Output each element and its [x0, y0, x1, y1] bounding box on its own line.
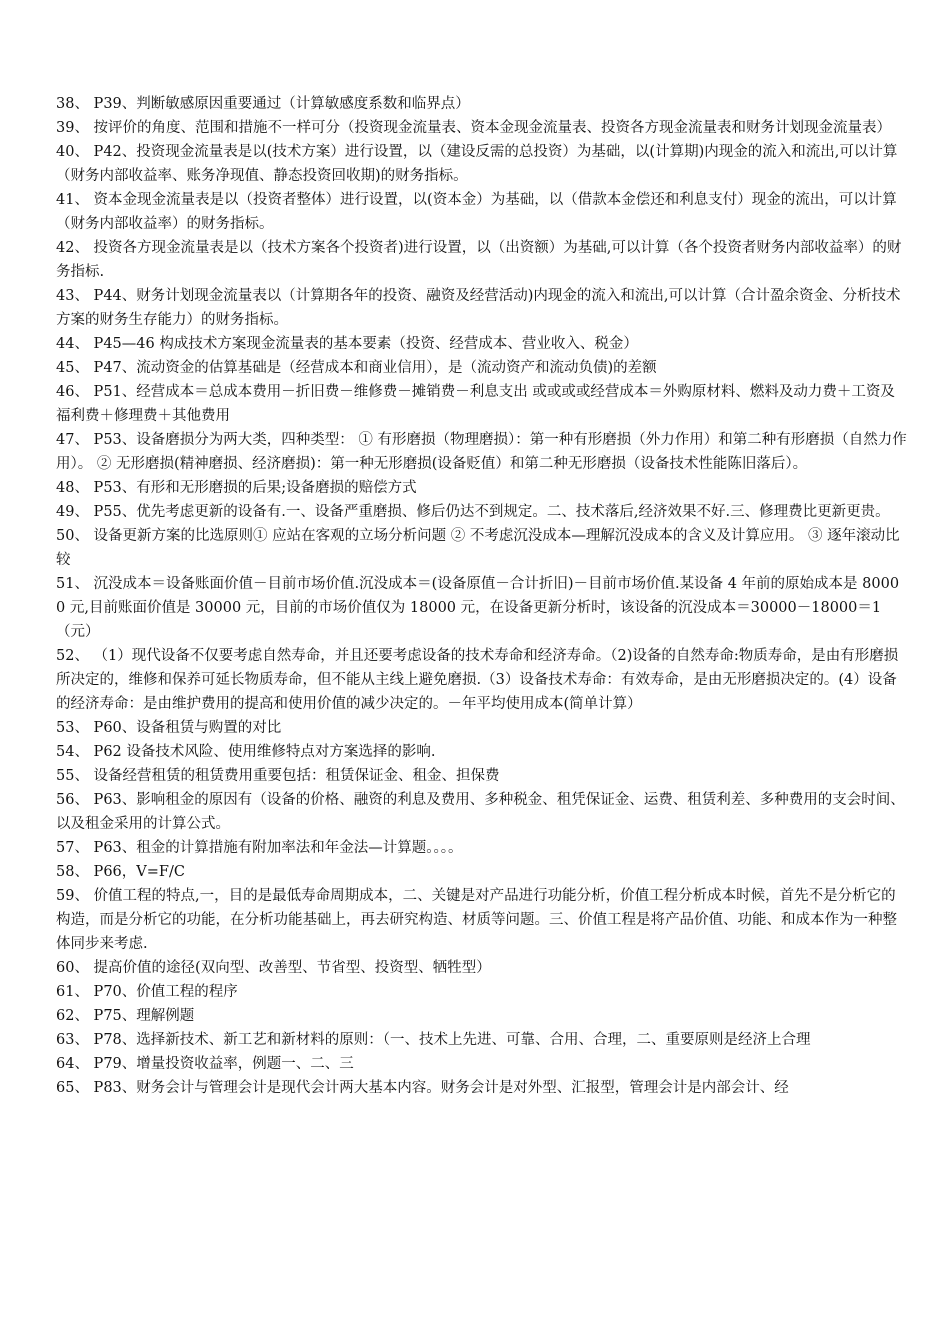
- list-item-40: 40、 P42、投资现金流量表是以(技术方案）进行设置，以（建设反需的总投资）为基础，以(计算期)内现金的流入和流出,可以计算（财务内部收益率、账务净现值、静态投资回收期)的财务指标。: [56, 144, 898, 184]
- list-item-62: 62、 P75、理解例题: [56, 1008, 195, 1024]
- list-item-61: 61、 P70、价值工程的程序: [56, 984, 238, 1000]
- list-item-51: 51、 沉没成本＝设备账面价值－目前市场价值.沉没成本＝(设备原值－合计折旧)－目前市场价值.某设备 4 年前的原始成本是 80000 元,目前账面价值是 30000 元，目前的市场价值仅为 18000 元，在设备更新分析时，该设备的沉没成本＝30000－18000＝1（元）: [56, 576, 900, 640]
- list-item-52: 52、 （1）现代设备不仅要考虑自然寿命，并且还要考虑设备的技术寿命和经济寿命。（2)设备的自然寿命:物质寿命，是由有形磨损所决定的，维修和保养可延长物质寿命，但不能从主线上避免磨损.（3）设备技术寿命：有效寿命，是由无形磨损决定的。(4）设备的经济寿命：是由维护费用的提高和使用价值的减少决定的。－年平均使用成本(简单计算）: [56, 648, 899, 712]
- list-item-47: 47、 P53、设备磨损分为两大类，四种类型： ① 有形磨损（物理磨损）：第一种有形磨损（外力作用）和第二种有形磨损（自然力作用）。 ② 无形磨损(精神磨损、经济磨损)：第一种无形磨损(设备贬值）和第二种无形磨损（设备技术性能陈旧落后）。: [56, 432, 907, 472]
- list-item-55: 55、 设备经营租赁的租赁费用重要包括：租赁保证金、租金、担保费: [56, 768, 500, 784]
- list-item-60: 60、 提高价值的途径(双向型、改善型、节省型、投资型、牺牲型）: [56, 960, 491, 976]
- list-item-50: 50、 设备更新方案的比选原则① 应站在客观的立场分析问题 ② 不考虑沉没成本—理解沉没成本的含义及计算应用。 ③ 逐年滚动比较: [56, 528, 900, 568]
- list-item-64: 64、 P79、增量投资收益率，例题一、二、三: [56, 1056, 354, 1072]
- list-item-41: 41、 资本金现金流量表是以（投资者整体）进行设置，以(资本金）为基础，以（借款本金偿还和利息支付）现金的流出，可以计算（财务内部收益率）的财务指标。: [56, 192, 897, 232]
- list-item-57: 57、 P63、租金的计算措施有附加率法和年金法—计算题。。。。: [56, 840, 463, 856]
- list-item-45: 45、 P47、流动资金的估算基础是（经营成本和商业信用），是（流动资产和流动负债)的差额: [56, 360, 657, 376]
- list-item-43: 43、 P44、财务计划现金流量表以（计算期各年的投资、融资及经营活动)内现金的流入和流出,可以计算（合计盈余资金、分析技术方案的财务生存能力）的财务指标。: [56, 288, 901, 328]
- list-item-46: 46、 P51、经营成本＝总成本费用－折旧费－维修费－摊销费－利息支出 或或或或经营成本＝外购原材料、燃料及动力费＋工资及福利费＋修理费＋其他费用: [56, 384, 895, 424]
- list-item-59: 59、 价值工程的特点,一，目的是最低寿命周期成本，二、关键是对产品进行功能分析，价值工程分析成本时候，首先不是分析它的构造，而是分析它的功能，在分析功能基础上，再去研究构造、材质等问题。三、价值工程是将产品价值、功能、和成本作为一种整体同步来考虑.: [56, 888, 897, 952]
- list-item-56: 56、 P63、影响租金的原因有（设备的价格、融资的利息及费用、多种税金、租凭保证金、运费、租赁利差、多种费用的支会时间、以及租金采用的计算公式。: [56, 792, 905, 832]
- list-item-38: 38、 P39、判断敏感原因重要通过（计算敏感度系数和临界点）: [56, 96, 470, 112]
- list-item-48: 48、 P53、有形和无形磨损的后果;设备磨损的赔偿方式: [56, 480, 417, 496]
- list-item-42: 42、 投资各方现金流量表是以（技术方案各个投资者)进行设置，以（出资额）为基础,可以计算（各个投资者财务内部收益率）的财务指标.: [56, 240, 902, 280]
- list-item-65: 65、 P83、财务会计与管理会计是现代会计两大基本内容。财务会计是对外型、汇报型，管理会计是内部会计、经: [56, 1080, 789, 1096]
- list-item-63: 63、 P78、选择新技术、新工艺和新材料的原则：（一、技术上先进、可靠、合用、合理，二、重要原则是经济上合理: [56, 1032, 811, 1048]
- list-item-44: 44、 P45—46 构成技术方案现金流量表的基本要素（投资、经营成本、营业收入、税金）: [56, 336, 638, 352]
- list-item-54: 54、 P62 设备技术风险、使用维修特点对方案选择的影响.: [56, 744, 436, 760]
- list-item-53: 53、 P60、设备租赁与购置的对比: [56, 720, 282, 736]
- document-page: [56, 92, 908, 1100]
- list-item-49: 49、 P55、优先考虑更新的设备有.一、设备严重磨损、修后仍达不到规定。二、技术落后,经济效果不好.三、修理费比更新更贵。: [56, 504, 890, 520]
- list-item-39: 39、 按评价的角度、范围和措施不一样可分（投资现金流量表、资本金现金流量表、投资各方现金流量表和财务计划现金流量表）: [56, 120, 892, 136]
- list-item-58: 58、 P66，V=F/C: [56, 864, 185, 880]
